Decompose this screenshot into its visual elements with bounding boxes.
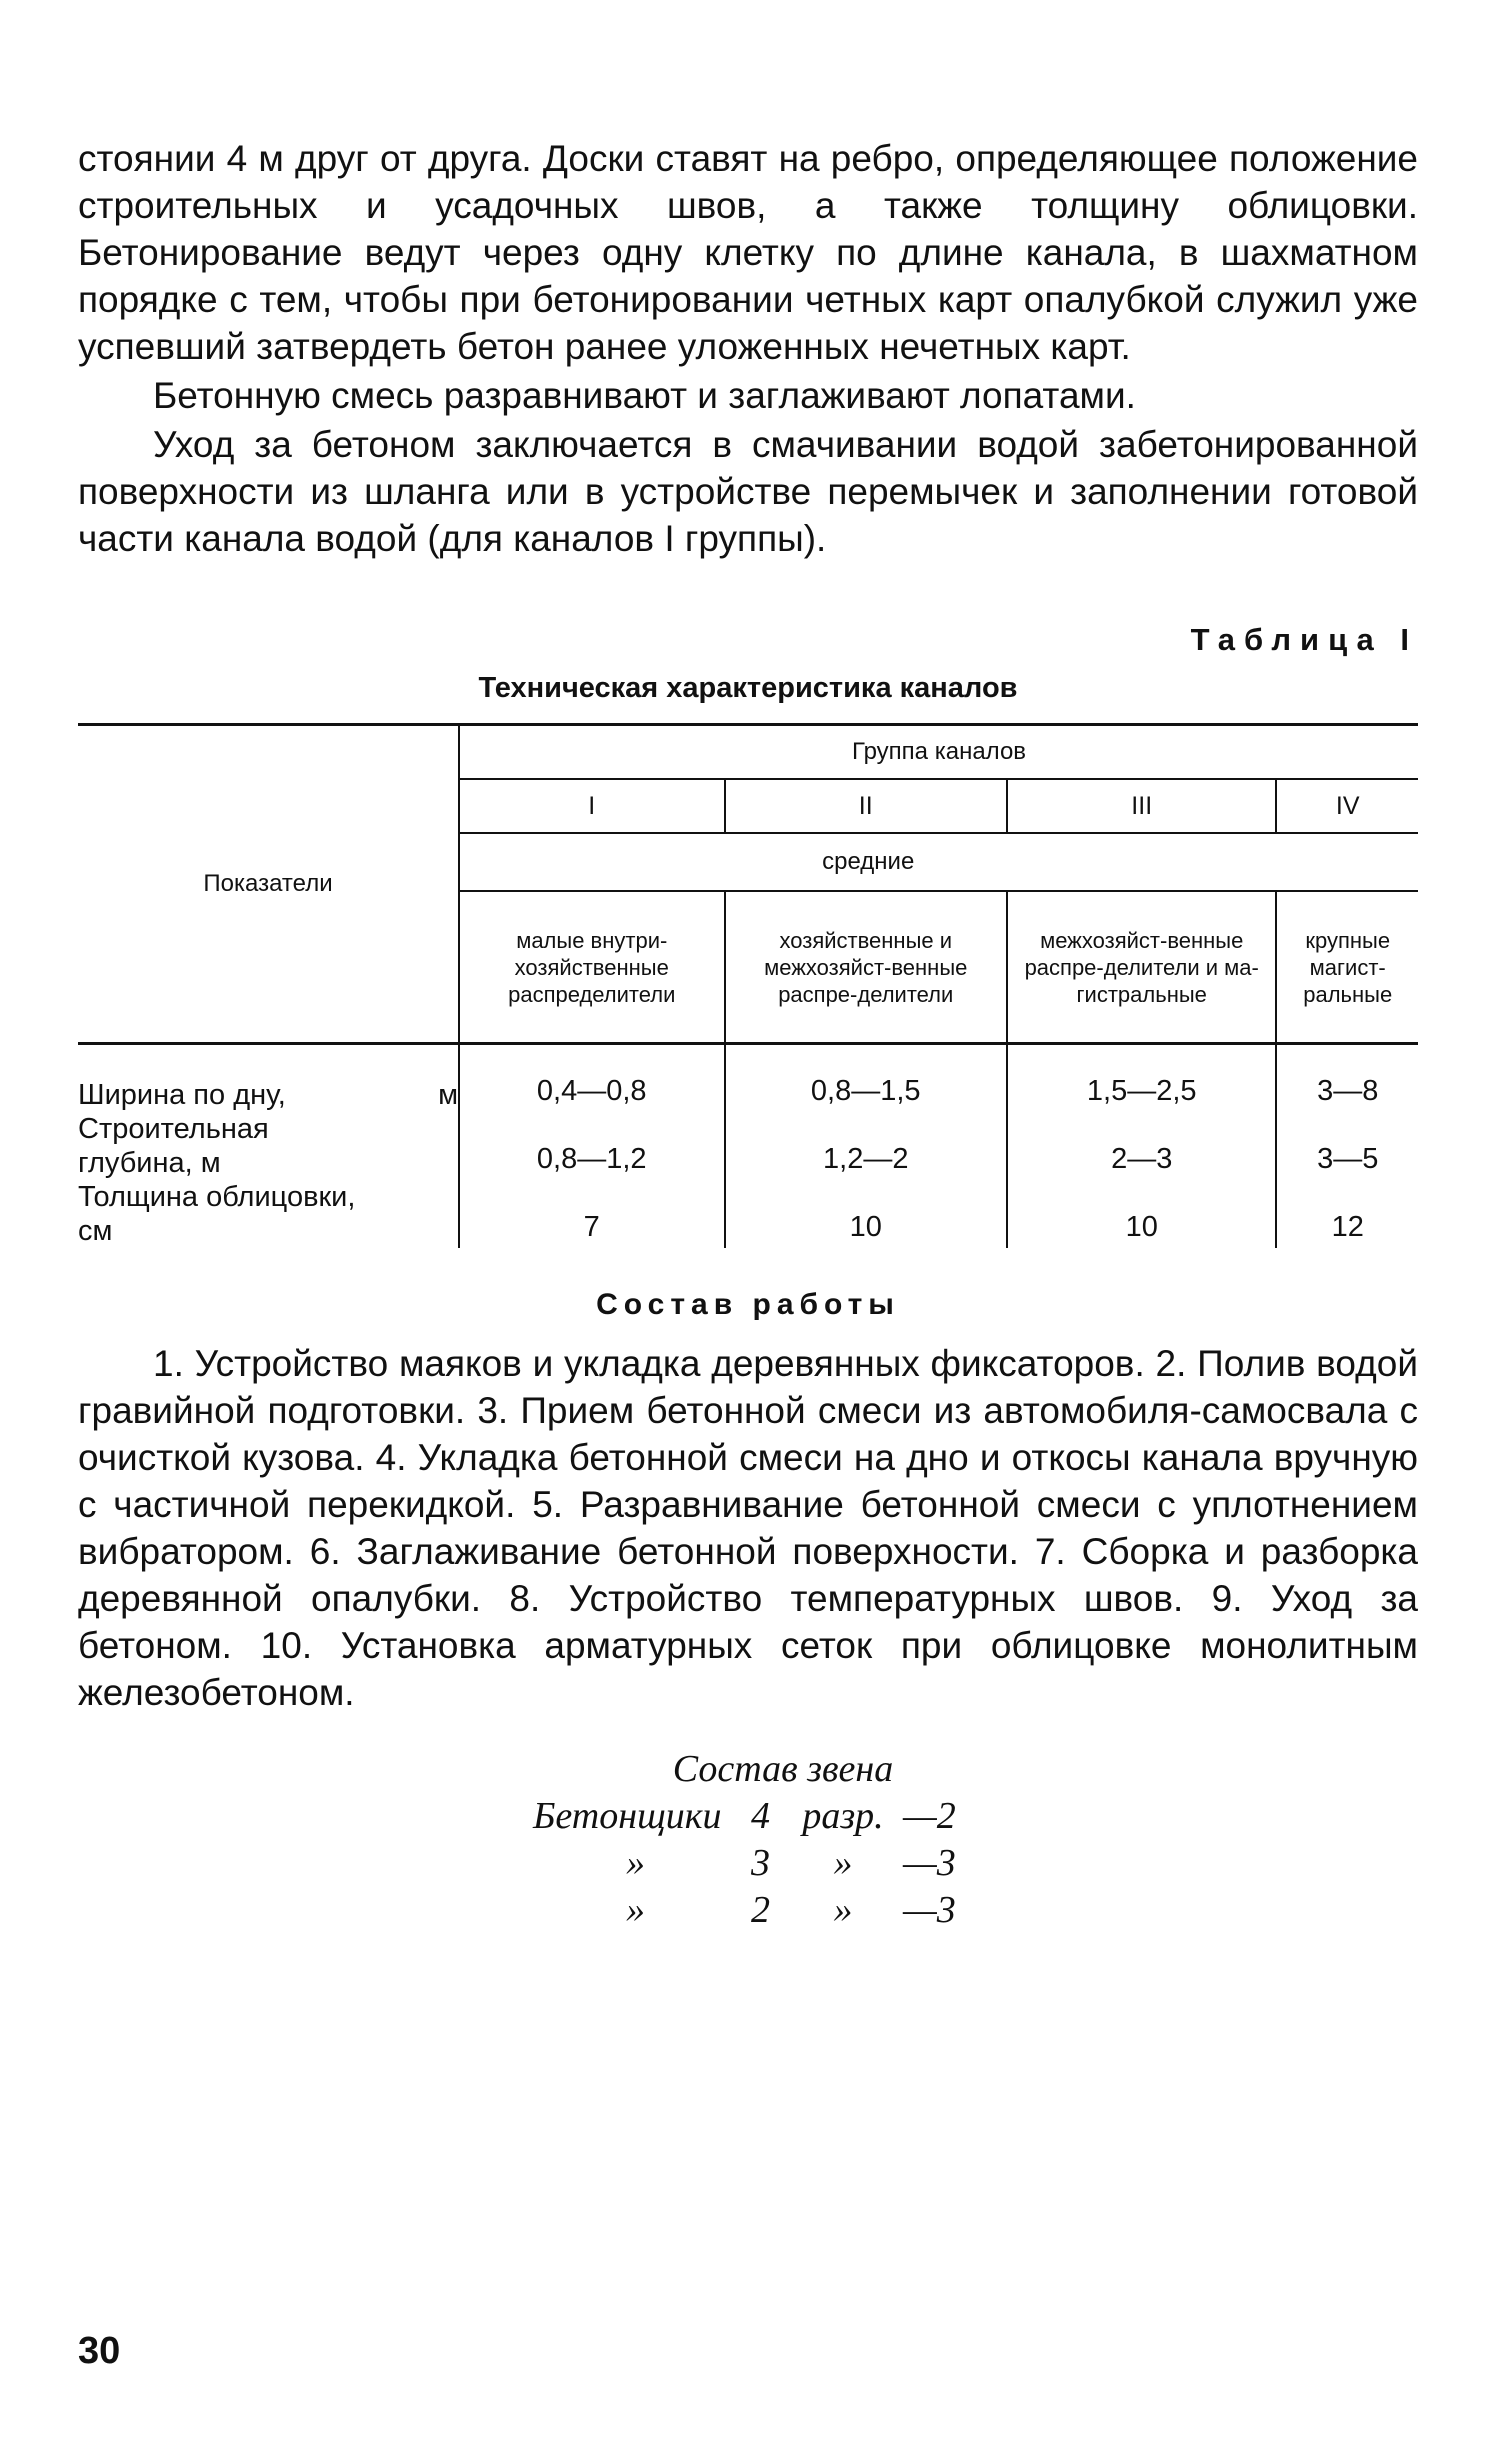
paragraph-3: Уход за бетоном заключается в смачивании водой забетонированной поверхности из шланга или в устройстве перемычек и заполнении готовой части канала водой (для каналов I группы).	[78, 424, 1418, 559]
group-ii: II	[725, 779, 1008, 833]
cell: 2—3	[1007, 1112, 1276, 1180]
crew-row	[533, 1840, 1418, 1887]
row-label	[78, 1112, 459, 1180]
medium-header: средние	[459, 833, 1276, 891]
page-number: 30	[78, 2330, 121, 2372]
indicators-header: Показатели	[78, 725, 459, 1044]
cell: 12	[1331, 1211, 1364, 1243]
crew-title: Состав звена	[672, 1748, 894, 1790]
cell: 3—5	[1317, 1143, 1379, 1175]
row-label-text-2: глубина, м	[78, 1147, 221, 1179]
crew-role: Бетонщики	[533, 1795, 722, 1837]
crew-role: »	[626, 1842, 645, 1884]
crew-grade: 4	[751, 1795, 770, 1837]
table-row	[78, 1112, 1418, 1180]
row-label	[78, 1180, 459, 1248]
paragraph-1: стоянии 4 м друг от друга. Доски ставят на ребро, определяющее положение строительных и усадочных швов, а также толщину облицовки. Бетонирование ведут через одну клетку по длине канала, в шахматном порядке с тем, чтобы при бетонировании четных карт опалубкой служил уже успевший затвердеть бетон ранее уложенных нечетных карт.	[78, 138, 1418, 367]
cell: 0,8—1,2	[459, 1112, 725, 1180]
table-title: Техническая характеристика каналов	[478, 672, 1018, 704]
subheader-2: хозяйственные и межхозяйст-венные распре-делители	[725, 891, 1008, 1044]
cell: 1,5—2,5	[1007, 1044, 1276, 1113]
row-label-text: Толщина облицовки,	[78, 1181, 356, 1213]
table-row	[78, 1044, 1418, 1113]
subheader-4: крупные магист-ральные	[1276, 891, 1418, 1044]
cell: 0,4—0,8	[459, 1044, 725, 1113]
cell: 10	[1007, 1180, 1276, 1248]
crew-unit: »	[833, 1889, 853, 1931]
crew-unit: »	[833, 1842, 853, 1884]
work-title: Состав работы	[596, 1288, 900, 1321]
medium-header-blank	[1276, 833, 1418, 891]
work-text: 1. Устройство маяков и укладка деревянных фиксаторов. 2. Полив водой гравийной подготовки. 3. Прием бетонной смеси из автомобиля-самосвала с очисткой кузова. 4. Укладка бетонной смеси на дно и откосы канала вручную с частичной перекидкой. 5. Разравнивание бетонной смеси с уплотнением вибратором. 6. Заглаживание бетонной поверхности. 7. Сборка и разборка деревянной опалубки. 8. Устройство температурных швов. 9. Уход за бетоном. 10. Установка арматурных сеток при облицовке монолитным железобетоном.	[78, 1343, 1418, 1713]
table-number: Таблица I	[1190, 622, 1418, 657]
subheader-1: малые внутри-хозяйственные распределители	[459, 891, 725, 1044]
cell: 3—8	[1317, 1075, 1379, 1107]
crew-unit: разр.	[802, 1795, 884, 1837]
crew-count: —3	[903, 1889, 956, 1931]
row-label-text: Строительная	[78, 1113, 269, 1145]
group-i: I	[459, 779, 725, 833]
row-label	[78, 1044, 459, 1113]
crew-row	[533, 1793, 1418, 1840]
row-label-unit: м	[438, 1079, 458, 1111]
row-label-text-2: см	[78, 1215, 113, 1247]
crew-count: —3	[903, 1842, 956, 1884]
crew-grade: 3	[751, 1842, 770, 1884]
page-body	[78, 135, 1418, 1934]
paragraph-2: Бетонную смесь разравнивают и заглаживают лопатами.	[153, 375, 1136, 416]
table-row	[78, 1180, 1418, 1248]
characteristics-table	[78, 723, 1418, 1248]
cell: 10	[725, 1180, 1008, 1248]
group-iii: III	[1007, 779, 1276, 833]
cell: 1,2—2	[725, 1112, 1008, 1180]
crew-grade: 2	[751, 1889, 770, 1931]
cell: 7	[459, 1180, 725, 1248]
subheader-3: межхозяйст-венные распре-делители и ма-гистральные	[1007, 891, 1276, 1044]
group-iv: IV	[1276, 779, 1418, 833]
crew-composition	[78, 1746, 1418, 1934]
group-header: Группа каналов	[459, 725, 1418, 780]
crew-role: »	[626, 1889, 645, 1931]
crew-count: —2	[903, 1795, 956, 1837]
crew-row	[533, 1887, 1418, 1934]
row-label-text: Ширина по дну,	[78, 1079, 286, 1111]
cell: 0,8—1,5	[725, 1044, 1008, 1113]
